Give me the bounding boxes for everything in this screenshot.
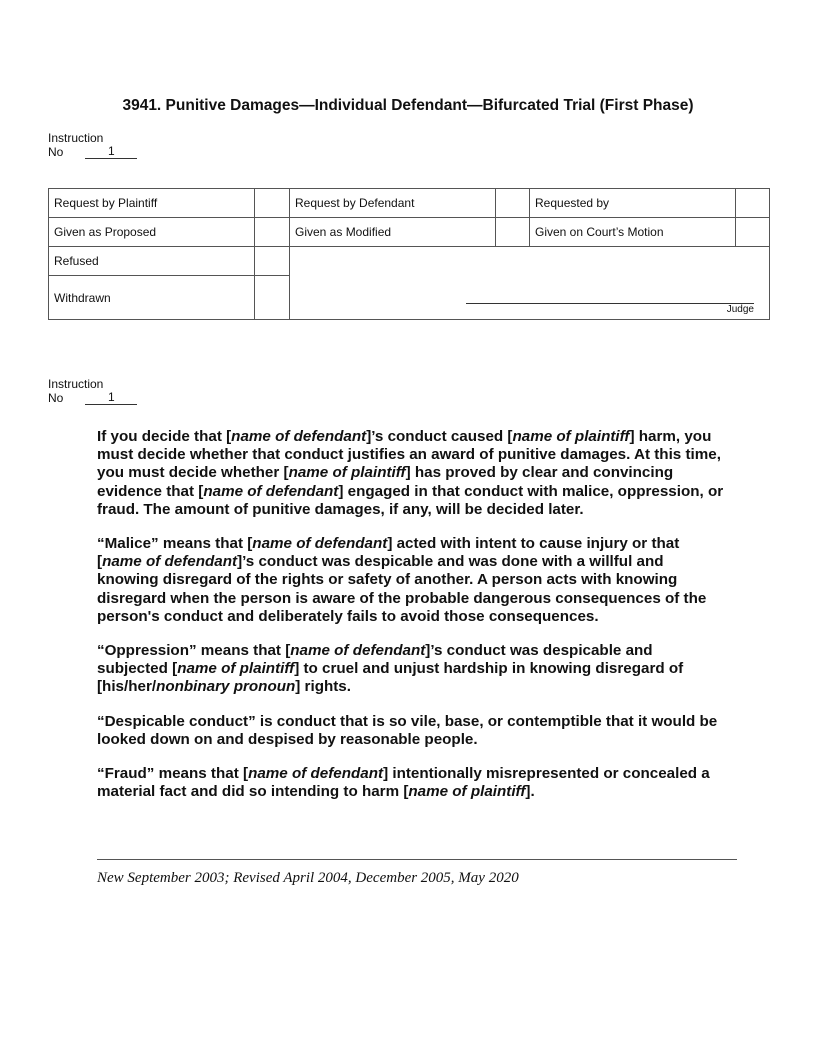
requested-by-checkbox[interactable] <box>736 189 770 218</box>
instruction-number-field[interactable]: 1 <box>85 145 137 159</box>
instruction-no-label: No <box>48 145 64 159</box>
given-as-proposed-label: Given as Proposed <box>49 218 255 247</box>
given-as-modified-label: Given as Modified <box>290 218 496 247</box>
instruction-label: Instruction <box>48 131 104 145</box>
request-by-defendant-checkbox[interactable] <box>496 189 530 218</box>
instruction-body <box>97 428 727 817</box>
page-title: 3941. Punitive Damages—Individual Defendant—Bifurcated Trial (First Phase) <box>122 97 694 114</box>
request-by-defendant-label: Request by Defendant <box>290 189 496 218</box>
instruction-disposition-table <box>48 188 770 320</box>
refused-label: Refused <box>49 247 255 276</box>
request-by-plaintiff-label: Request by Plaintiff <box>49 189 255 218</box>
requested-by-label: Requested by <box>530 189 736 218</box>
instruction-number-block-2 <box>48 377 137 405</box>
given-as-modified-checkbox[interactable] <box>496 218 530 247</box>
withdrawn-label: Withdrawn <box>49 276 255 320</box>
paragraph-fraud: “Fraud” means that [name of defendant] intentionally misrepresented or concealed a material fact and did so intending to harm [name of plaintiff]. <box>97 765 710 801</box>
instruction-number-block <box>48 131 137 159</box>
given-on-courts-motion-label: Given on Court’s Motion <box>530 218 736 247</box>
instruction-no-label: No <box>48 391 64 405</box>
judge-signature-area <box>290 247 770 320</box>
given-on-courts-motion-checkbox[interactable] <box>736 218 770 247</box>
revision-history: New September 2003; Revised April 2004, December 2005, May 2020 <box>97 870 519 886</box>
instruction-label: Instruction <box>48 377 104 391</box>
request-by-plaintiff-checkbox[interactable] <box>255 189 290 218</box>
refused-checkbox[interactable] <box>255 247 290 276</box>
paragraph-intro: If you decide that [name of defendant]’s conduct caused [name of plaintiff] harm, you must decide whether that conduct justifies an award of punitive damages. At this time, you must decide whether [name of plaintiff] has proved by clear and convincing evidence that [name of defendant] engaged in that conduct with malice, oppression, or fraud. The amount of punitive damages, if any, will be decided later. <box>97 428 724 518</box>
paragraph-oppression: “Oppression” means that [name of defendant]’s conduct was despicable and subjected [name of plaintiff] to cruel and unjust hardship in knowing disregard of [his/her/nonbinary pronoun] rights. <box>97 642 684 696</box>
paragraph-despicable-conduct: “Despicable conduct” is conduct that is so vile, base, or contemptible that it would be looked down on and despised by reasonable people. <box>97 712 718 748</box>
instruction-number-field[interactable]: 1 <box>85 391 137 405</box>
given-as-proposed-checkbox[interactable] <box>255 218 290 247</box>
withdrawn-checkbox[interactable] <box>255 276 290 320</box>
judge-label: Judge <box>726 304 754 315</box>
history-divider <box>97 859 737 860</box>
paragraph-malice: “Malice” means that [name of defendant] acted with intent to cause injury or that [name of defendant]’s conduct was despicable and was done with a willful and knowing disregard of the rights or safety of another. A person acts with knowing disregard when the person is aware of the probable dangerous consequences of the person's conduct and deliberately fails to avoid those consequences. <box>97 535 707 625</box>
